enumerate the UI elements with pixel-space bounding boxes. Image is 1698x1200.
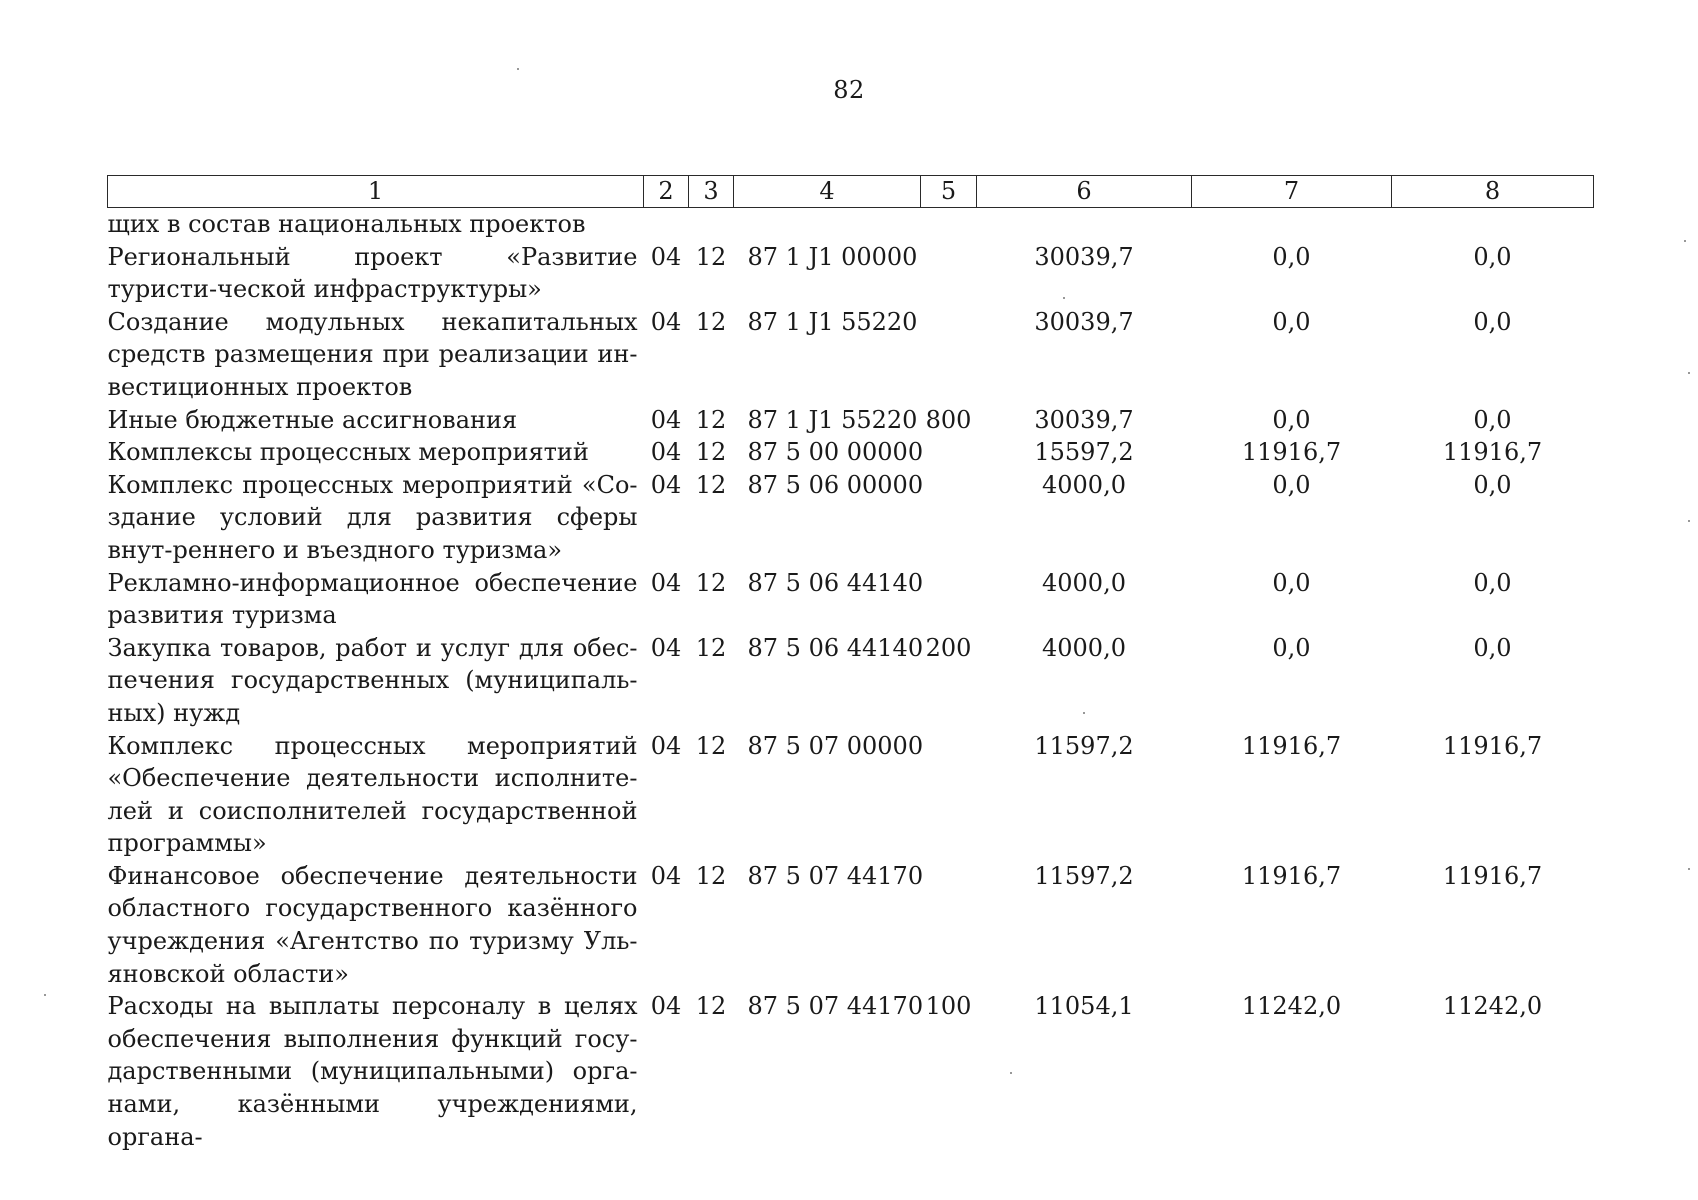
row-expense-type-cell: [921, 436, 977, 469]
row-subsection-cell: 12: [695, 861, 727, 890]
row-name-cell: Комплекс процессных мероприятий «Со-здание условий для развития сферы внут-реннего и въездного туризма»: [107, 470, 638, 564]
row-target-code-cell: 87 1 J1 55220: [747, 405, 918, 434]
table-row: [108, 306, 1594, 404]
table-row: [108, 469, 1594, 567]
row-expense-type-cell: [921, 469, 977, 567]
scan-speck: [1688, 868, 1690, 870]
row-amount-2-cell: 0,0: [1272, 307, 1311, 336]
row-expense-type-cell: 800: [925, 405, 972, 434]
row-subsection-cell: [689, 208, 734, 241]
row-amount-2-cell: 0,0: [1272, 470, 1311, 499]
row-amount-2-cell: 0,0: [1272, 633, 1311, 662]
header-col-6: 6: [977, 176, 1192, 208]
row-amount-2-cell: 11916,7: [1241, 861, 1342, 890]
row-section-cell: 04: [650, 242, 682, 271]
row-section-cell: 04: [650, 992, 682, 1021]
row-amount-1-cell: 15597,2: [1034, 438, 1134, 467]
table-row: [108, 436, 1594, 469]
row-section-cell: 04: [650, 307, 682, 336]
table-row: [108, 208, 1594, 241]
row-amount-3-cell: 11916,7: [1442, 731, 1543, 760]
row-amount-2-cell: [1192, 208, 1392, 241]
scan-speck: [44, 994, 46, 996]
row-section-cell: 04: [650, 861, 682, 890]
table-body: [108, 208, 1594, 1154]
scan-speck: [1063, 297, 1065, 299]
table-row: [108, 860, 1594, 990]
row-name-cell: Региональный проект «Развитие туристи-ческой инфраструктуры»: [107, 242, 638, 304]
row-subsection-cell: 12: [695, 992, 727, 1021]
header-col-8: 8: [1392, 176, 1594, 208]
header-col-3: 3: [689, 176, 734, 208]
row-target-code-cell: 87 1 J1 00000: [747, 242, 918, 271]
row-expense-type-cell: [921, 860, 977, 990]
table-row: [108, 241, 1594, 306]
row-name-cell: Комплекс процессных мероприятий «Обеспечение деятельности исполните-лей и соисполнителей государственной программы»: [107, 731, 638, 858]
row-amount-2-cell: 11916,7: [1241, 438, 1342, 467]
row-section-cell: 04: [650, 470, 682, 499]
row-amount-1-cell: 11597,2: [1034, 861, 1134, 890]
row-expense-type-cell: [921, 241, 977, 306]
row-amount-3-cell: [1392, 208, 1594, 241]
row-target-code-cell: 87 1 J1 55220: [747, 307, 918, 336]
row-subsection-cell: 12: [695, 438, 727, 467]
row-amount-3-cell: 0,0: [1473, 307, 1512, 336]
scan-speck: [1688, 372, 1690, 374]
row-section-cell: 04: [650, 731, 682, 760]
header-col-4: 4: [734, 176, 921, 208]
row-section-cell: 04: [650, 633, 682, 662]
row-amount-2-cell: 0,0: [1272, 242, 1311, 271]
row-amount-3-cell: 0,0: [1473, 633, 1512, 662]
row-amount-1-cell: 11054,1: [1034, 992, 1134, 1021]
row-amount-2-cell: 11242,0: [1241, 992, 1342, 1021]
table-row: [108, 567, 1594, 632]
row-amount-1-cell: 4000,0: [1042, 470, 1126, 499]
row-subsection-cell: 12: [695, 405, 727, 434]
header-row: [108, 176, 1594, 208]
row-subsection-cell: 12: [695, 242, 727, 271]
row-expense-type-cell: 200: [925, 633, 972, 662]
table-header: [108, 176, 1594, 208]
row-amount-3-cell: 11916,7: [1442, 438, 1543, 467]
row-subsection-cell: 12: [695, 470, 727, 499]
row-name-cell: Закупка товаров, работ и услуг для обес-печения государственных (муниципаль-ных) нужд: [107, 633, 638, 727]
row-amount-1-cell: 30039,7: [1034, 242, 1134, 271]
row-name-cell: Создание модульных некапитальных средств размещения при реализации ин-вестиционных проектов: [107, 307, 638, 401]
row-name-cell: Рекламно-информационное обеспечение развития туризма: [107, 568, 638, 630]
table-row: [108, 990, 1594, 1153]
row-name-cell: Расходы на выплаты персоналу в целях обеспечения выполнения функций госу-дарственными (муниципальными) орга-нами, казёнными учреждениями, органа-: [107, 992, 638, 1151]
row-subsection-cell: 12: [695, 731, 727, 760]
row-name-cell: Финансовое обеспечение деятельности областного государственного казённого учреждения «Агентство по туризму Уль-яновской области»: [107, 861, 638, 988]
row-expense-type-cell: [921, 567, 977, 632]
row-amount-3-cell: 11242,0: [1442, 992, 1543, 1021]
row-target-code-cell: [734, 208, 921, 241]
scan-speck: [517, 68, 519, 70]
header-col-5: 5: [921, 176, 977, 208]
row-expense-type-cell: 100: [925, 992, 972, 1021]
row-expense-type-cell: [921, 208, 977, 241]
page-number: 82: [833, 76, 865, 104]
row-amount-3-cell: 0,0: [1473, 568, 1512, 597]
row-target-code-cell: 87 5 07 44170: [747, 992, 924, 1021]
row-target-code-cell: 87 5 06 44140: [747, 633, 924, 662]
row-amount-3-cell: 11916,7: [1442, 861, 1543, 890]
row-amount-2-cell: 0,0: [1272, 568, 1311, 597]
budget-table: [107, 175, 1594, 1153]
row-expense-type-cell: [921, 730, 977, 860]
row-target-code-cell: 87 5 07 44170: [747, 861, 924, 890]
row-target-code-cell: 87 5 06 00000: [747, 470, 924, 499]
row-expense-type-cell: [921, 306, 977, 404]
row-target-code-cell: 87 5 06 44140: [747, 568, 924, 597]
row-amount-3-cell: 0,0: [1473, 405, 1512, 434]
row-subsection-cell: 12: [695, 307, 727, 336]
row-section-cell: 04: [650, 438, 682, 467]
row-section-cell: 04: [650, 568, 682, 597]
table-row: [108, 404, 1594, 437]
row-amount-1-cell: 30039,7: [1034, 307, 1134, 336]
row-amount-2-cell: 0,0: [1272, 405, 1311, 434]
row-amount-1-cell: 11597,2: [1034, 731, 1134, 760]
scan-speck: [1688, 520, 1690, 522]
scan-speck: [1684, 240, 1686, 242]
row-subsection-cell: 12: [695, 633, 727, 662]
row-name-cell: Иные бюджетные ассигнования: [107, 405, 518, 434]
row-section-cell: [644, 208, 689, 241]
row-amount-3-cell: 0,0: [1473, 242, 1512, 271]
row-target-code-cell: 87 5 00 00000: [747, 438, 924, 467]
row-amount-1-cell: 4000,0: [1042, 568, 1126, 597]
row-amount-1-cell: 30039,7: [1034, 405, 1134, 434]
header-col-2: 2: [644, 176, 689, 208]
scan-speck: [1083, 712, 1085, 714]
row-amount-1-cell: 4000,0: [1042, 633, 1126, 662]
row-amount-3-cell: 0,0: [1473, 470, 1512, 499]
scan-speck: [1010, 1072, 1012, 1074]
header-col-7: 7: [1192, 176, 1392, 208]
row-amount-2-cell: 11916,7: [1241, 731, 1342, 760]
row-amount-1-cell: [977, 208, 1192, 241]
row-subsection-cell: 12: [695, 568, 727, 597]
row-name-cell: Комплексы процессных мероприятий: [107, 438, 589, 467]
header-col-1: 1: [108, 176, 644, 208]
row-target-code-cell: 87 5 07 00000: [747, 731, 924, 760]
row-section-cell: 04: [650, 405, 682, 434]
table-row: [108, 632, 1594, 730]
table-row: [108, 730, 1594, 860]
row-name-cell: щих в состав национальных проектов: [107, 210, 586, 238]
